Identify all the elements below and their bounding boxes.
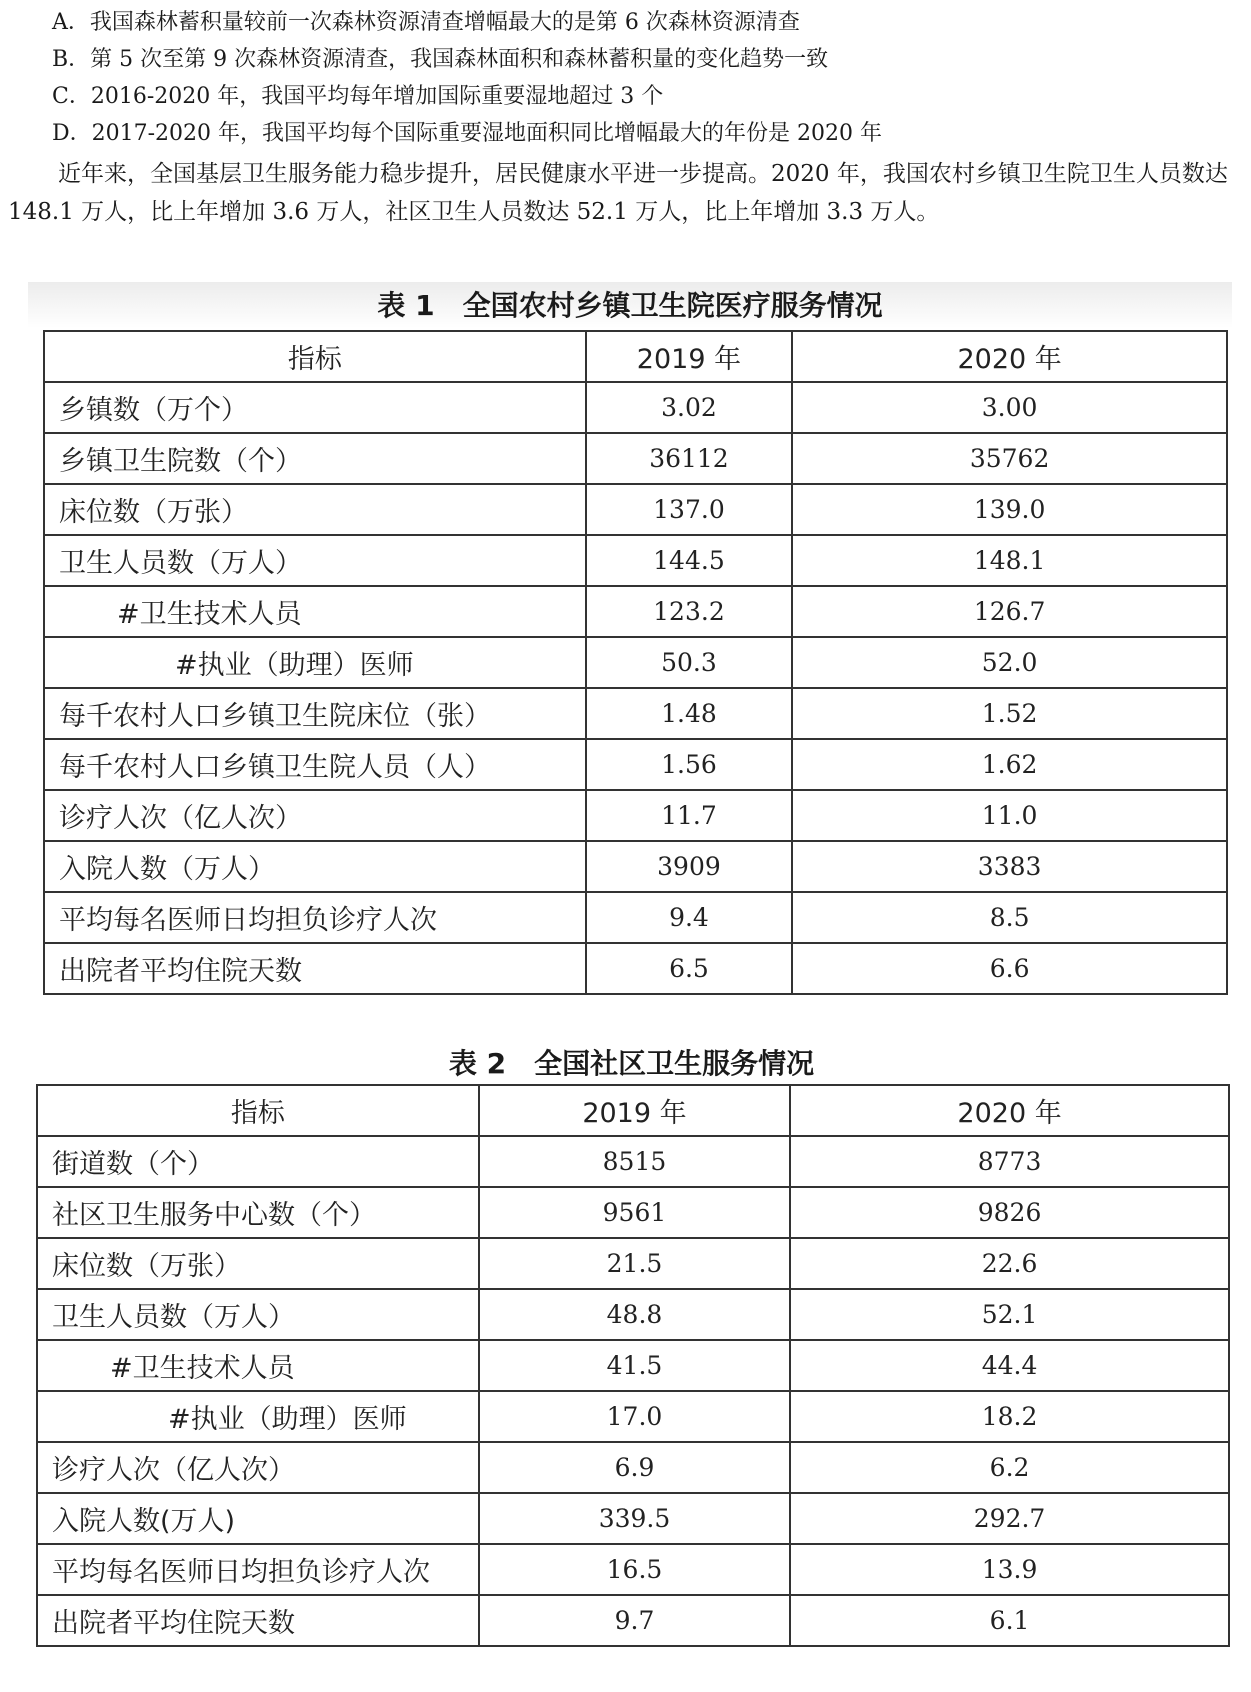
value-2019: 144.5 [586, 535, 793, 586]
value-2019: 9561 [479, 1187, 790, 1238]
value-2019: 9.4 [586, 892, 793, 943]
value-2019: 41.5 [479, 1340, 790, 1391]
table-row [37, 1340, 1229, 1391]
value-2020: 292.7 [790, 1493, 1229, 1544]
table-row [44, 637, 1227, 688]
value-2020: 52.0 [792, 637, 1227, 688]
value-2019: 6.9 [479, 1442, 790, 1493]
table-row [44, 739, 1227, 790]
row-label: #执业（助理）医师 [44, 637, 586, 688]
value-2020: 9826 [790, 1187, 1229, 1238]
value-2020: 11.0 [792, 790, 1227, 841]
table1-header-indicator: 指标 [44, 331, 586, 382]
table2-header-indicator: 指标 [37, 1085, 479, 1136]
table-row [44, 484, 1227, 535]
value-2019: 21.5 [479, 1238, 790, 1289]
value-2020: 6.2 [790, 1442, 1229, 1493]
value-2019: 339.5 [479, 1493, 790, 1544]
row-label: 床位数（万张） [44, 484, 586, 535]
value-2019: 3909 [586, 841, 793, 892]
row-label: 床位数（万张） [37, 1238, 479, 1289]
option-d: D．2017-2020 年，我国平均每个国际重要湿地面积同比增幅最大的年份是 2020 年 [52, 121, 883, 146]
value-2019: 9.7 [479, 1595, 790, 1646]
row-label: 乡镇卫生院数（个） [44, 433, 586, 484]
option-b: B．第 5 次至第 9 次森林资源清查，我国森林面积和森林蓄积量的变化趋势一致 [52, 47, 829, 72]
row-label: 平均每名医师日均担负诊疗人次 [44, 892, 586, 943]
value-2020: 1.52 [792, 688, 1227, 739]
table-row [37, 1595, 1229, 1646]
row-label: 入院人数（万人） [44, 841, 586, 892]
table2-caption: 表 2 全国社区卫生服务情况 [448, 1047, 815, 1080]
value-2020: 6.1 [790, 1595, 1229, 1646]
value-2019: 6.5 [586, 943, 793, 994]
row-label: 乡镇数（万个） [44, 382, 586, 433]
value-2020: 6.6 [792, 943, 1227, 994]
value-2020: 148.1 [792, 535, 1227, 586]
value-2019: 36112 [586, 433, 793, 484]
table1-caption: 表 1 全国农村乡镇卫生院医疗服务情况 [377, 289, 883, 322]
value-2020: 8.5 [792, 892, 1227, 943]
table1-header-2019: 2019 年 [586, 331, 793, 382]
value-2019: 50.3 [586, 637, 793, 688]
row-label: 入院人数(万人) [37, 1493, 479, 1544]
value-2019: 3.02 [586, 382, 793, 433]
table-row [37, 1442, 1229, 1493]
table1-header-row [44, 331, 1227, 382]
table-row [44, 433, 1227, 484]
row-label: 每千农村人口乡镇卫生院床位（张） [44, 688, 586, 739]
value-2019: 16.5 [479, 1544, 790, 1595]
row-label: #卫生技术人员 [44, 586, 586, 637]
value-2020: 139.0 [792, 484, 1227, 535]
table-row [44, 586, 1227, 637]
value-2019: 11.7 [586, 790, 793, 841]
answer-options [52, 4, 882, 152]
table-row [37, 1493, 1229, 1544]
value-2020: 35762 [792, 433, 1227, 484]
row-label: 卫生人员数（万人） [37, 1289, 479, 1340]
table-row [44, 841, 1227, 892]
table-row [44, 382, 1227, 433]
row-label: 平均每名医师日均担负诊疗人次 [37, 1544, 479, 1595]
value-2019: 8515 [479, 1136, 790, 1187]
table1 [43, 330, 1228, 995]
row-label: #执业（助理）医师 [37, 1391, 479, 1442]
table-row [37, 1187, 1229, 1238]
row-label: 出院者平均住院天数 [44, 943, 586, 994]
table-row [44, 535, 1227, 586]
table2-header-2019: 2019 年 [479, 1085, 790, 1136]
value-2020: 18.2 [790, 1391, 1229, 1442]
option-c: C．2016-2020 年，我国平均每年增加国际重要湿地超过 3 个 [52, 84, 664, 109]
value-2020: 8773 [790, 1136, 1229, 1187]
table-row [44, 892, 1227, 943]
value-2019: 123.2 [586, 586, 793, 637]
table-row [37, 1136, 1229, 1187]
row-label: #卫生技术人员 [37, 1340, 479, 1391]
row-label: 出院者平均住院天数 [37, 1595, 479, 1646]
table-row [37, 1238, 1229, 1289]
value-2020: 13.9 [790, 1544, 1229, 1595]
row-label: 诊疗人次（亿人次） [44, 790, 586, 841]
table2-header-2020: 2020 年 [790, 1085, 1229, 1136]
value-2019: 1.48 [586, 688, 793, 739]
table-row [37, 1289, 1229, 1340]
value-2019: 137.0 [586, 484, 793, 535]
intro-paragraph: 近年来，全国基层卫生服务能力稳步提升，居民健康水平进一步提高。2020 年，我国农村乡镇卫生院卫生人员数达 148.1 万人，比上年增加 3.6 万人，社区卫生人员数达 52.1 万人，比上年增加 3.3 万人。 [8, 161, 1228, 225]
row-label: 卫生人员数（万人） [44, 535, 586, 586]
table-row [44, 943, 1227, 994]
table-row [44, 790, 1227, 841]
value-2020: 52.1 [790, 1289, 1229, 1340]
value-2019: 1.56 [586, 739, 793, 790]
value-2020: 1.62 [792, 739, 1227, 790]
value-2020: 3383 [792, 841, 1227, 892]
table2-header-row [37, 1085, 1229, 1136]
value-2019: 17.0 [479, 1391, 790, 1442]
table1-header-2020: 2020 年 [792, 331, 1227, 382]
value-2020: 126.7 [792, 586, 1227, 637]
table2 [36, 1084, 1230, 1647]
row-label: 诊疗人次（亿人次） [37, 1442, 479, 1493]
value-2020: 3.00 [792, 382, 1227, 433]
table-row [37, 1544, 1229, 1595]
value-2020: 22.6 [790, 1238, 1229, 1289]
table-row [37, 1391, 1229, 1442]
value-2019: 48.8 [479, 1289, 790, 1340]
table-row [44, 688, 1227, 739]
row-label: 街道数（个） [37, 1136, 479, 1187]
value-2020: 44.4 [790, 1340, 1229, 1391]
option-a: A．我国森林蓄积量较前一次森林资源清查增幅最大的是第 6 次森林资源清查 [52, 10, 800, 35]
row-label: 社区卫生服务中心数（个） [37, 1187, 479, 1238]
row-label: 每千农村人口乡镇卫生院人员（人） [44, 739, 586, 790]
